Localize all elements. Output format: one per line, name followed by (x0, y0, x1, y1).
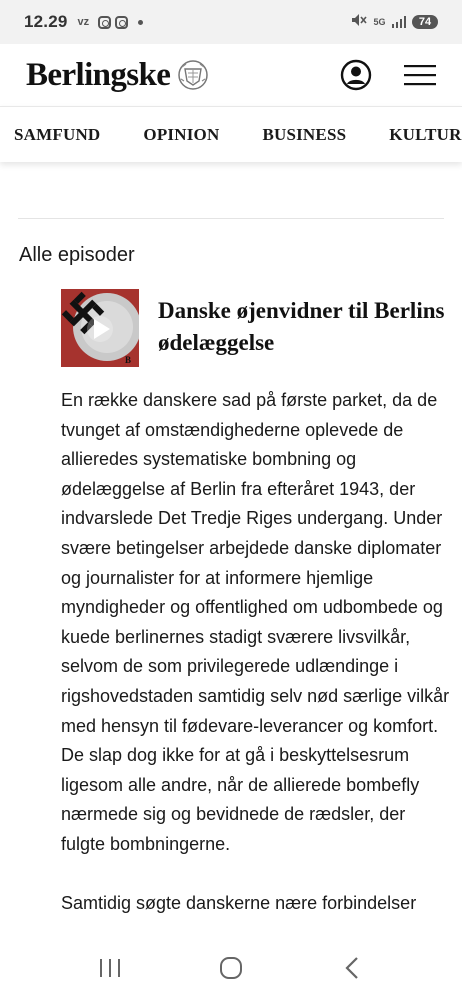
network-5g-icon: 5G (373, 16, 386, 27)
home-icon[interactable] (211, 948, 251, 988)
description-paragraph: En række danskere sad på første parket, da de tvunget af omstændighederne oplevede de allieredes systematiske bombning og ødelæggelse af Berlin fra efteråret 1943, der indvarslede Det Tredje Riges undergang. Under svære betingelser arbejdede danske diplomater og journalister for at informere hjemlige myndigheder og offentlighed om udbombede og kuede berlinernes stadigt sværere livsvilkår, selvom de som privilegerede udlændinge i rigshovedstaden samtidig selv nød særlige vilkår med hensyn til fødevare-leverancer og komfort. De slap dog ikke for at gå i beskyttelsesrum ligesom alle andre, når de allierede bombefly nærmede sig og bevidnede de rædsler, der fulgte bombningerne. (61, 390, 450, 854)
divider (18, 218, 444, 219)
section-label: Alle episoder (19, 244, 135, 266)
svg-text:B: B (124, 355, 131, 365)
nav-item-opinion[interactable]: OPINION (143, 124, 220, 144)
account-icon[interactable] (340, 59, 372, 91)
nav-item-samfund[interactable]: SAMFUND (14, 124, 101, 144)
system-status-icons (351, 13, 438, 31)
instagram-icon (98, 16, 111, 29)
status-bar (0, 0, 462, 44)
vz-icon: vz (77, 15, 90, 28)
episode-title[interactable]: Danske øjenvidner til Berlins ødelæggelse (158, 298, 445, 355)
instagram-icon (115, 16, 128, 29)
site-header (0, 44, 462, 106)
brand-logo[interactable] (26, 57, 210, 94)
brand-name: Berlingske (26, 56, 171, 93)
back-icon[interactable] (332, 948, 372, 988)
menu-icon[interactable] (404, 64, 436, 86)
notification-icons (78, 16, 143, 29)
scroll-fade (0, 912, 462, 936)
battery-icon: 74 (412, 15, 438, 29)
coat-of-arms-icon (176, 59, 210, 91)
system-nav-bar (0, 936, 462, 1000)
episode-item[interactable] (61, 289, 446, 367)
more-notifications-dot (138, 20, 143, 25)
mute-icon (351, 13, 367, 31)
episode-description (61, 386, 451, 947)
status-time: 12.29 (24, 12, 68, 31)
section-nav (0, 106, 462, 162)
nav-item-business[interactable]: BUSINESS (262, 124, 347, 144)
episode-thumbnail[interactable] (61, 289, 139, 367)
recents-icon[interactable] (90, 948, 130, 988)
nav-item-kultur[interactable]: KULTUR (389, 124, 462, 144)
description-paragraph: Samtidig søgte danskerne nære forbindelser (61, 892, 417, 913)
signal-icon (392, 16, 407, 28)
